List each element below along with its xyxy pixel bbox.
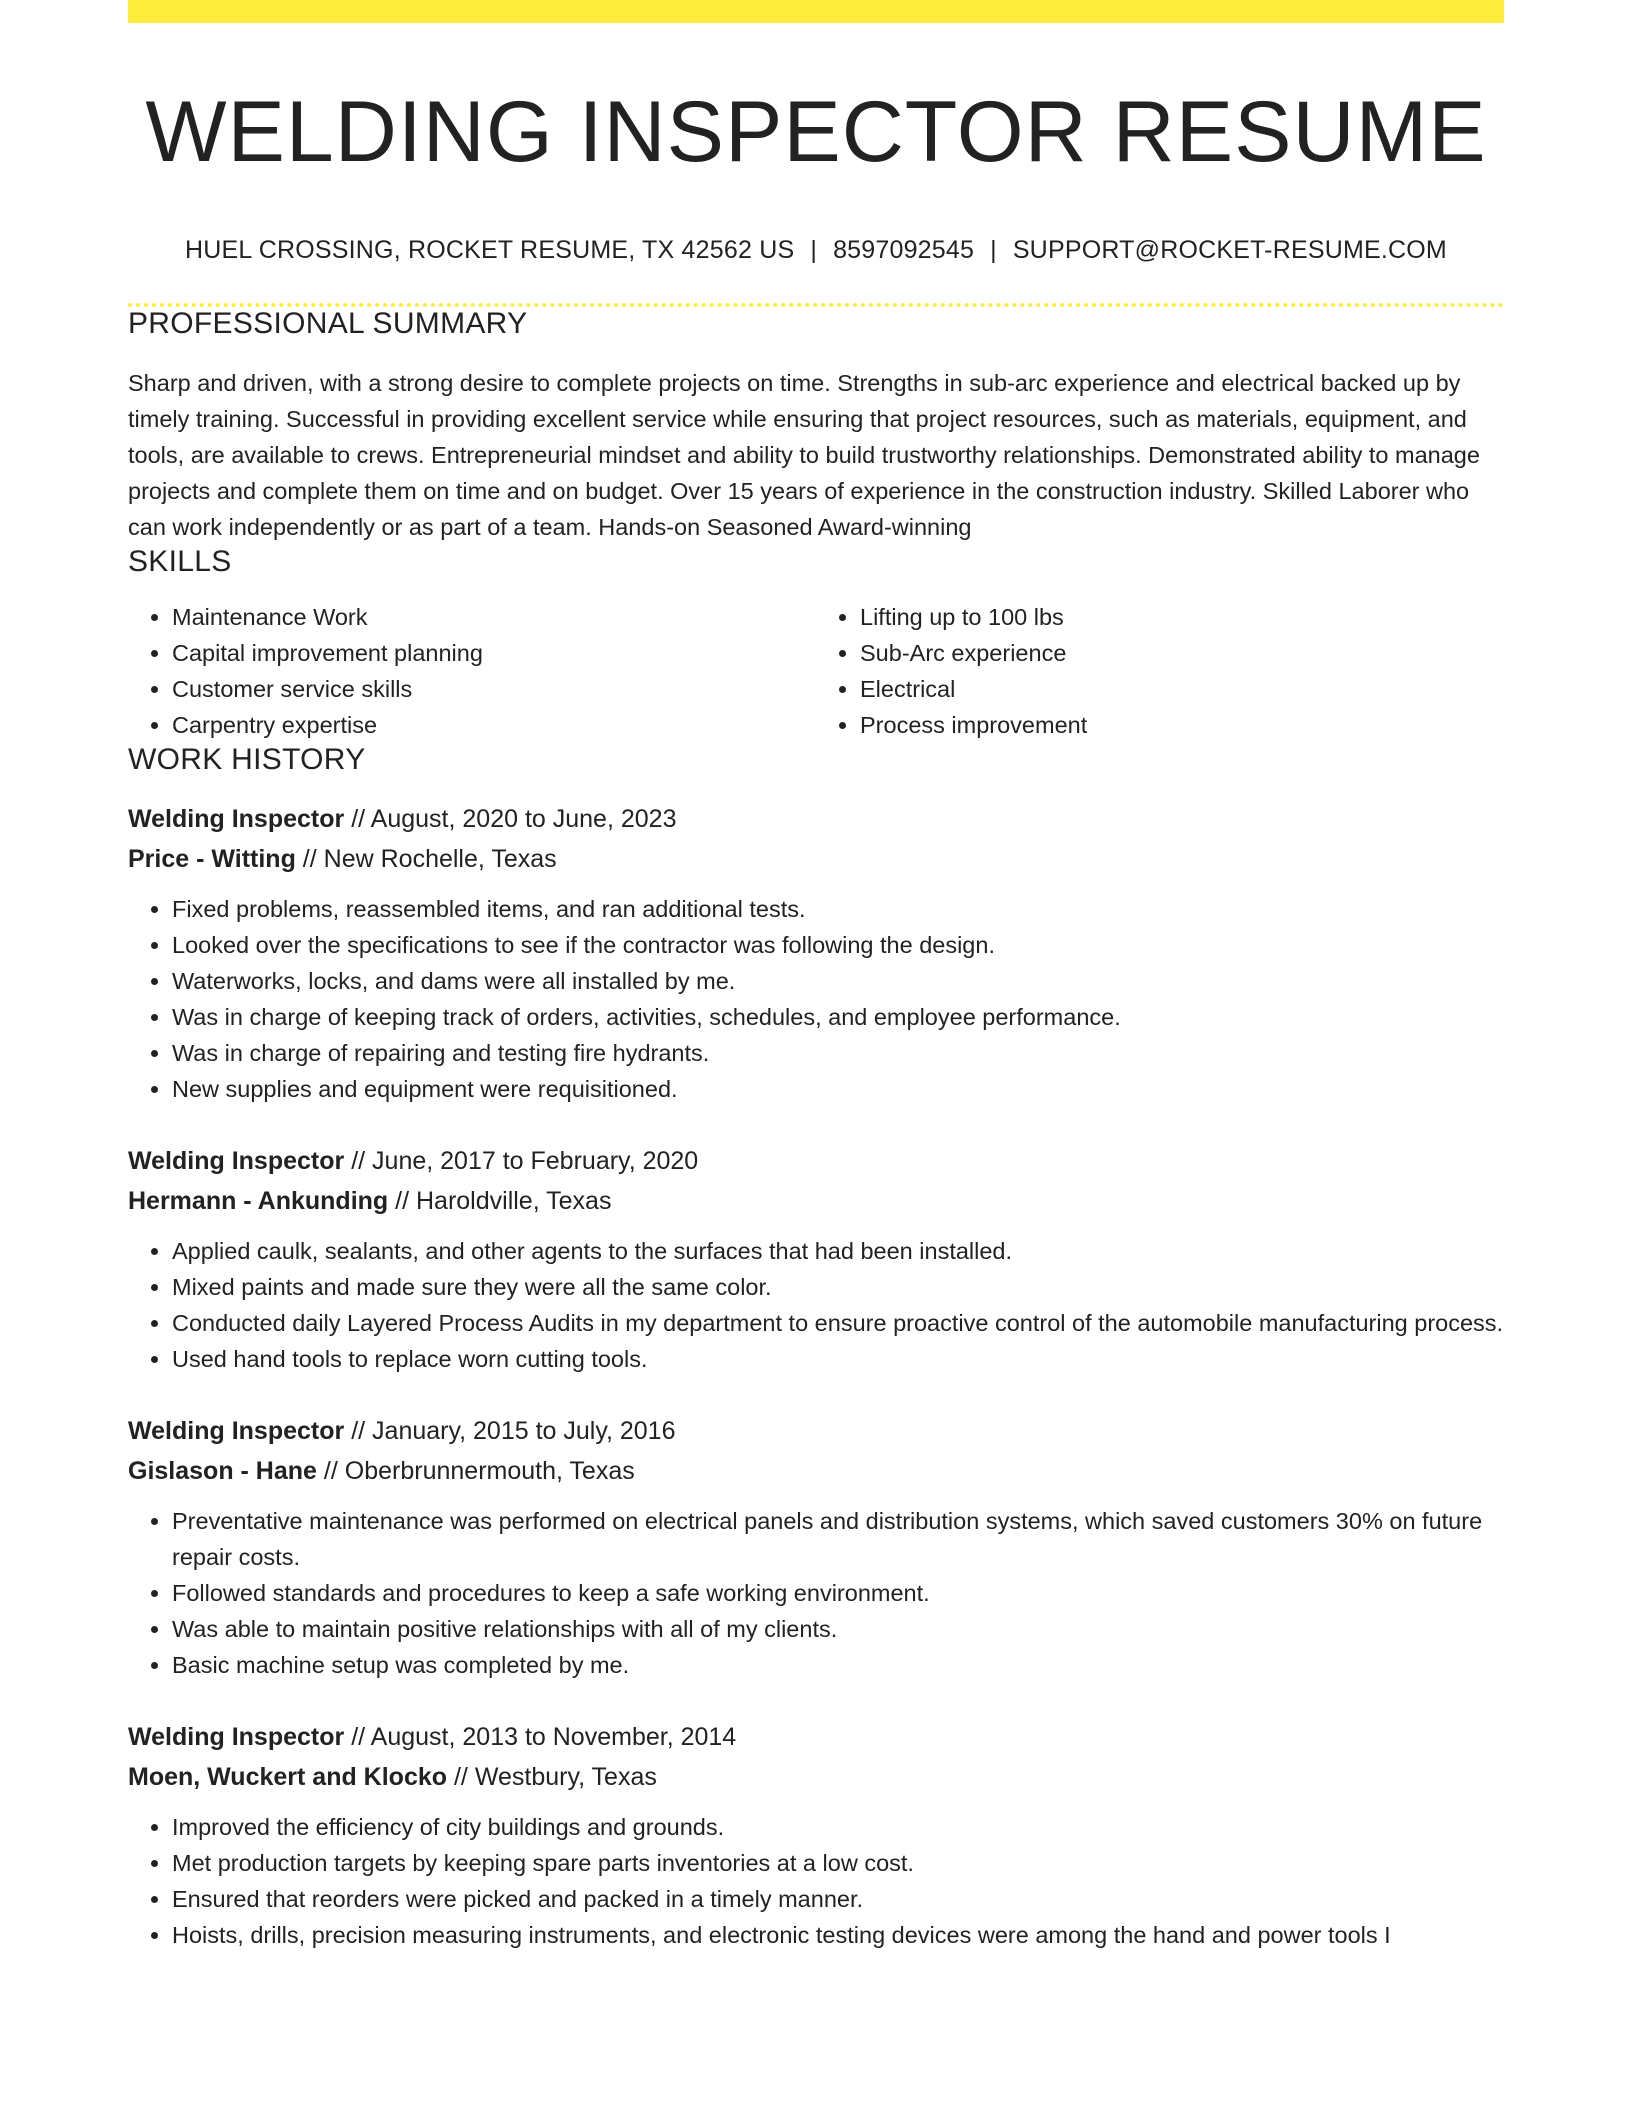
skills-column-left: [128, 599, 816, 743]
job-company: Price - Witting: [128, 844, 296, 873]
skill-item: • Process improvement: [860, 707, 1504, 743]
job-separator: //: [351, 1146, 366, 1175]
job-entry: [128, 799, 1504, 1107]
contact-separator: |: [990, 235, 997, 264]
job-company-line: [128, 1757, 1504, 1797]
job-company: Moen, Wuckert and Klocko: [128, 1762, 448, 1791]
job-bullet: • Met production targets by keeping spare parts inventories at a low cost.: [172, 1845, 1504, 1881]
skill-item: • Sub-Arc experience: [860, 635, 1504, 671]
job-title-line: [128, 799, 1504, 839]
job-separator: //: [351, 804, 366, 833]
job-location: Westbury, Texas: [474, 1762, 657, 1791]
job-bullet: • New supplies and equipment were requisitioned.: [172, 1071, 1504, 1107]
skill-item: • Maintenance Work: [172, 599, 816, 635]
job-separator: //: [453, 1762, 468, 1791]
job-bullet: • Was in charge of repairing and testing fire hydrants.: [172, 1035, 1504, 1071]
job-dates: August, 2020 to June, 2023: [370, 804, 677, 833]
job-bullets: [128, 1233, 1504, 1377]
job-dates: June, 2017 to February, 2020: [372, 1146, 699, 1175]
job-company-line: [128, 1181, 1504, 1221]
job-title: Welding Inspector: [128, 1722, 345, 1751]
job-title-line: [128, 1411, 1504, 1451]
job-bullet: • Conducted daily Layered Process Audits in my department to ensure proactive control of the automobile manufacturing process.: [172, 1305, 1504, 1341]
skills-list: [128, 599, 1504, 743]
skill-item: • Capital improvement planning: [172, 635, 816, 671]
resume-title: WELDING INSPECTOR RESUME: [145, 84, 1487, 180]
job-bullet: • Used hand tools to replace worn cutting tools.: [172, 1341, 1504, 1377]
job-entry: [128, 1141, 1504, 1377]
contact-address: HUEL CROSSING, ROCKET RESUME, TX 42562 US: [185, 235, 795, 264]
job-separator: //: [302, 844, 317, 873]
job-bullet: • Waterworks, locks, and dams were all installed by me.: [172, 963, 1504, 999]
job-bullets: [128, 1503, 1504, 1683]
job-separator: //: [351, 1416, 366, 1445]
contact-separator: |: [810, 235, 818, 264]
job-title: Welding Inspector: [128, 804, 345, 833]
job-company-line: [128, 839, 1504, 879]
job-bullets: [128, 891, 1504, 1107]
job-bullet: • Ensured that reorders were picked and packed in a timely manner.: [172, 1881, 1504, 1917]
job-company: Hermann - Ankunding: [128, 1186, 389, 1215]
skill-item: • Customer service skills: [172, 671, 816, 707]
job-bullet: • Fixed problems, reassembled items, and ran additional tests.: [172, 891, 1504, 927]
job-title: Welding Inspector: [128, 1146, 345, 1175]
top-accent-bar: [128, 0, 1504, 23]
contact-line: [128, 236, 1504, 265]
skills-heading: SKILLS: [128, 544, 232, 578]
job-location: Haroldville, Texas: [416, 1186, 612, 1215]
summary-text: Sharp and driven, with a strong desire to complete projects on time. Strengths in sub-arc experience and electrical backed up by timely training. Successful in providing excellent service while ensuring that project resources, such as materials, equipment, and tools, are available to crews. Entrepreneurial mindset and ability to build trustworthy relationships. Demonstrated ability to manage projects and complete them on time and on budget. Over 15 years of experience in the construction industry. Skilled Laborer who can work independently or as part of a team. Hands-on Seasoned Award-winning: [128, 369, 1480, 540]
contact-email[interactable]: SUPPORT@ROCKET-RESUME.COM: [1012, 235, 1447, 264]
job-location: Oberbrunnermouth, Texas: [344, 1456, 635, 1485]
job-entry: [128, 1411, 1504, 1683]
job-separator: //: [395, 1186, 410, 1215]
job-location: New Rochelle, Texas: [323, 844, 557, 873]
skill-item: • Carpentry expertise: [172, 707, 816, 743]
resume-page: [128, 0, 1504, 1953]
job-bullet: • Preventative maintenance was performed on electrical panels and distribution systems, which saved customers 30% on future repair costs.: [172, 1503, 1504, 1575]
job-bullet: • Was in charge of keeping track of orders, activities, schedules, and employee performance.: [172, 999, 1504, 1035]
job-dates: January, 2015 to July, 2016: [372, 1416, 676, 1445]
job-bullets: [128, 1809, 1504, 1953]
skills-column-right: [816, 599, 1504, 743]
job-bullet: • Looked over the specifications to see if the contractor was following the design.: [172, 927, 1504, 963]
job-bullet: • Followed standards and procedures to keep a safe working environment.: [172, 1575, 1504, 1611]
job-entry: [128, 1717, 1504, 1953]
job-bullet: • Was able to maintain positive relationships with all of my clients.: [172, 1611, 1504, 1647]
job-bullet: • Basic machine setup was completed by me.: [172, 1647, 1504, 1683]
job-title-line: [128, 1717, 1504, 1757]
job-bullet: • Applied caulk, sealants, and other agents to the surfaces that had been installed.: [172, 1233, 1504, 1269]
job-separator: //: [323, 1456, 338, 1485]
skill-item: • Electrical: [860, 671, 1504, 707]
job-separator: //: [351, 1722, 366, 1751]
job-company-line: [128, 1451, 1504, 1491]
summary-heading: PROFESSIONAL SUMMARY: [128, 306, 528, 340]
job-bullet: • Mixed paints and made sure they were all the same color.: [172, 1269, 1504, 1305]
job-bullet: • Hoists, drills, precision measuring instruments, and electronic testing devices were among the hand and power tools I: [172, 1917, 1504, 1953]
job-bullet: • Improved the efficiency of city buildings and grounds.: [172, 1809, 1504, 1845]
contact-phone: 8597092545: [833, 235, 975, 264]
job-title-line: [128, 1141, 1504, 1181]
job-company: Gislason - Hane: [128, 1456, 317, 1485]
job-title: Welding Inspector: [128, 1416, 345, 1445]
job-dates: August, 2013 to November, 2014: [370, 1722, 737, 1751]
work-history-heading: WORK HISTORY: [128, 742, 366, 776]
skill-item: • Lifting up to 100 lbs: [860, 599, 1504, 635]
